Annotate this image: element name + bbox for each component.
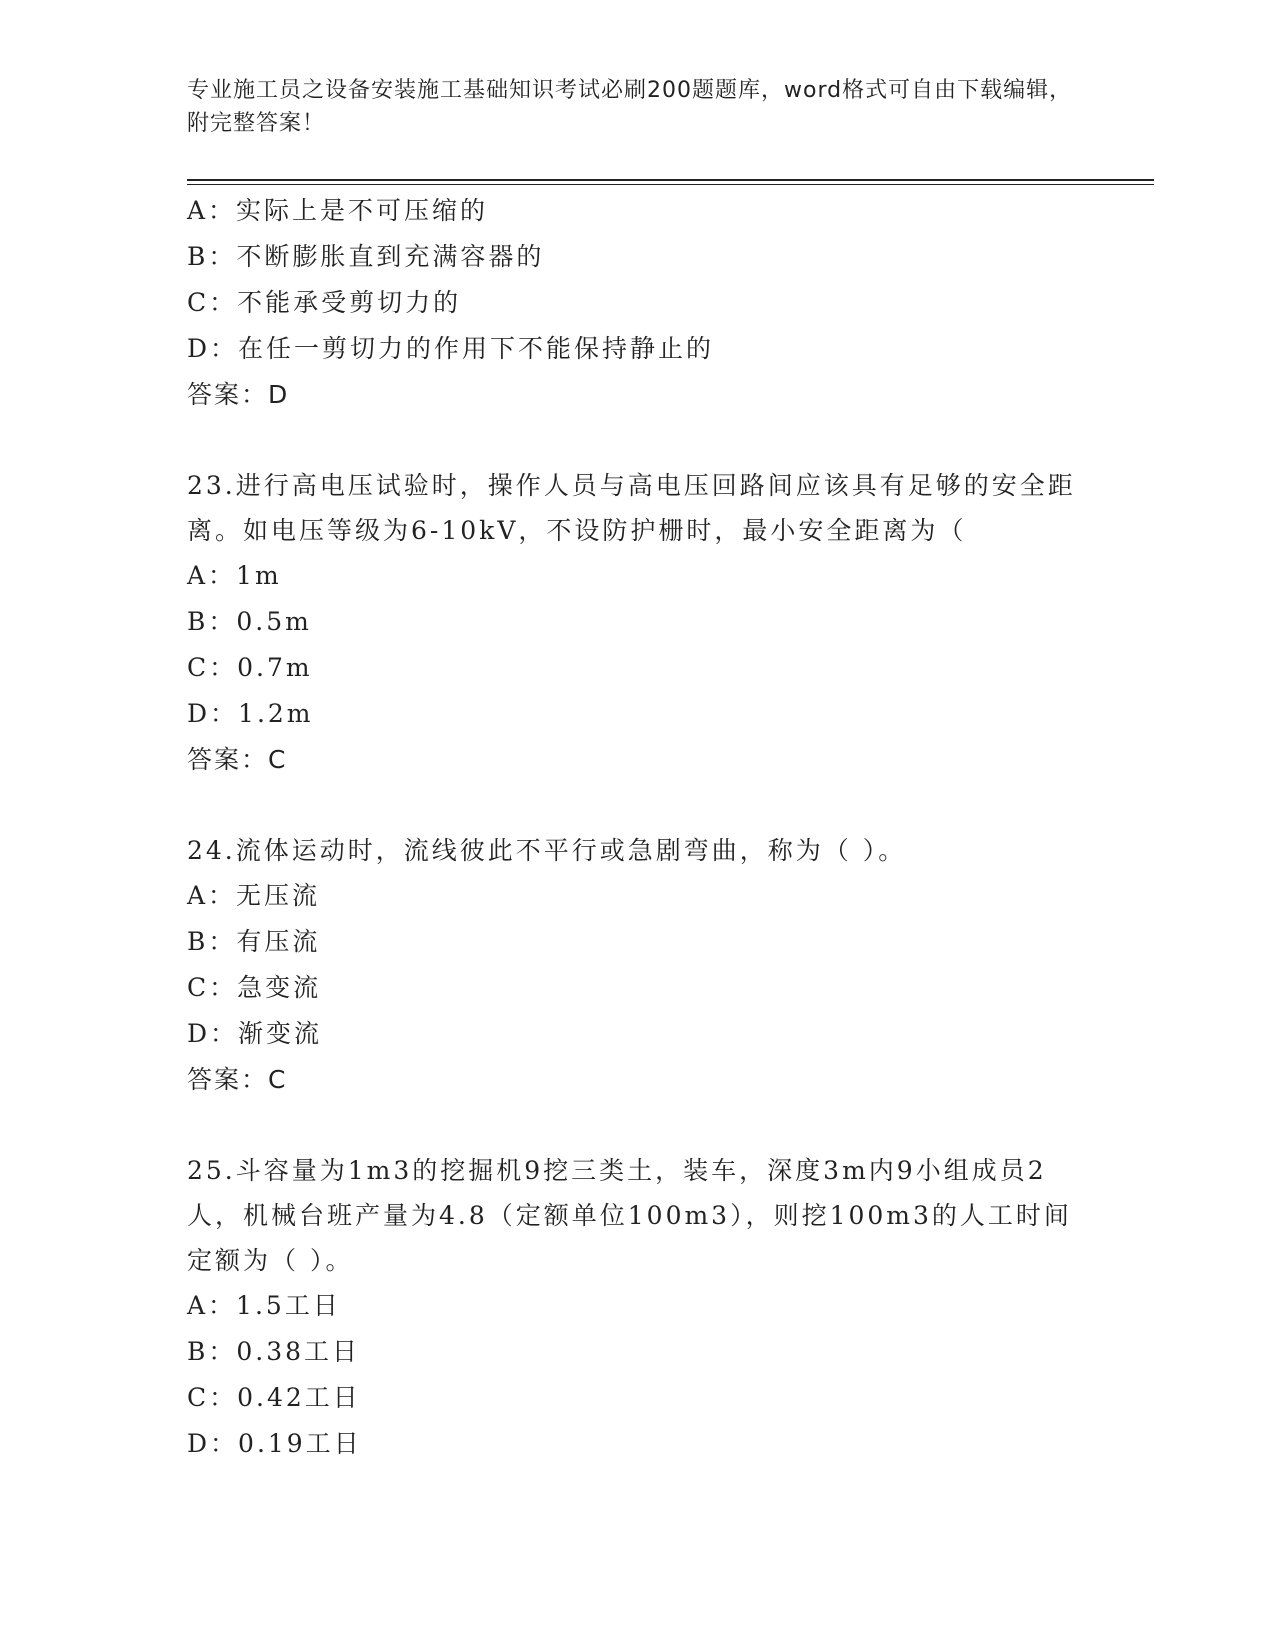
- option-a: A：实际上是不可压缩的: [187, 196, 489, 225]
- question-block: [187, 188, 1087, 418]
- document-header: 专业施工员之设备安装施工基础知识考试必刷200题题库，word格式可自由下载编辑，附完整答案！: [187, 78, 1073, 136]
- answer: 答案：C: [187, 1065, 288, 1094]
- answer: 答案：D: [187, 380, 290, 409]
- option-c: C：0.7m: [187, 653, 313, 682]
- question-block: [187, 1148, 1087, 1467]
- question-block: [187, 828, 1087, 1103]
- question-list: [187, 188, 1087, 1467]
- header-divider-thin: [187, 184, 1154, 185]
- question-text: 23.进行高电压试验时，操作人员与高电压回路间应该具有足够的安全距离。如电压等级为6-10kV，不设防护栅时，最小安全距离为（: [187, 471, 1076, 545]
- option-b: B：0.5m: [187, 607, 312, 636]
- question-text: 25.斗容量为1m3的挖掘机9挖三类土，装车，深度3m内9小组成员2人，机械台班产量为4.8（定额单位100m3），则挖100m3的人工时间定额为（ ）。: [187, 1156, 1072, 1275]
- option-b: B：0.38工日: [187, 1337, 361, 1366]
- option-d: D：1.2m: [187, 699, 314, 728]
- option-c: C：不能承受剪切力的: [187, 288, 462, 317]
- option-c: C：急变流: [187, 973, 322, 1002]
- option-c: C：0.42工日: [187, 1383, 361, 1412]
- question-text: 24.流体运动时，流线彼此不平行或急剧弯曲，称为（ ）。: [187, 836, 907, 865]
- option-b: B：有压流: [187, 927, 321, 956]
- option-a: A：1m: [187, 561, 282, 590]
- option-a: A：无压流: [187, 881, 321, 910]
- answer: 答案：C: [187, 745, 288, 774]
- option-d: D：在任一剪切力的作用下不能保持静止的: [187, 334, 715, 363]
- option-d: D：0.19工日: [187, 1429, 362, 1458]
- question-block: [187, 463, 1087, 783]
- option-d: D：渐变流: [187, 1019, 323, 1048]
- option-a: A：1.5工日: [187, 1291, 341, 1320]
- header-divider: [187, 179, 1154, 181]
- option-b: B：不断膨胀直到充满容器的: [187, 242, 545, 271]
